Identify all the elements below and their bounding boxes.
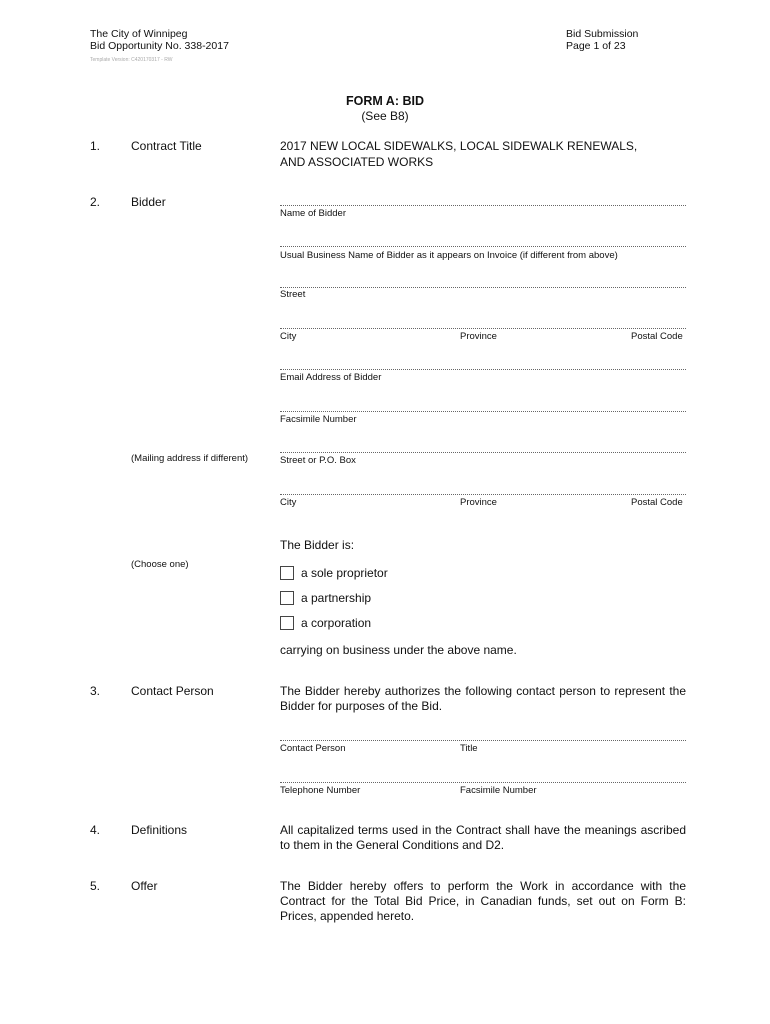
mailing-city-label: City bbox=[280, 497, 297, 508]
section-5-label: Offer bbox=[131, 879, 158, 893]
sole-proprietor-label: a sole proprietor bbox=[301, 566, 388, 580]
street-field[interactable] bbox=[280, 287, 686, 288]
section-4-number: 4. bbox=[90, 823, 101, 837]
usual-business-name-label: Usual Business Name of Bidder as it appears on Invoice (if different from above) bbox=[280, 250, 618, 261]
telephone-facsimile-field[interactable] bbox=[280, 782, 686, 783]
partnership-checkbox[interactable] bbox=[280, 591, 294, 605]
contact-person-paragraph: The Bidder hereby authorizes the following contact person to represent the Bidder for purposes of the Bid. bbox=[280, 684, 686, 713]
header-bid-submission: Bid Submission bbox=[566, 28, 639, 40]
section-5-number: 5. bbox=[90, 879, 101, 893]
contact-person-title-field[interactable] bbox=[280, 740, 686, 741]
mailing-postal-code-label: Postal Code bbox=[631, 497, 683, 508]
section-1-label: Contract Title bbox=[131, 139, 202, 153]
facsimile-label: Facsimile Number bbox=[280, 414, 357, 425]
sole-proprietor-checkbox[interactable] bbox=[280, 566, 294, 580]
city-province-postal-field[interactable] bbox=[280, 328, 686, 329]
contract-title-line2: AND ASSOCIATED WORKS bbox=[280, 155, 434, 169]
email-label: Email Address of Bidder bbox=[280, 372, 382, 383]
contact-facsimile-label: Facsimile Number bbox=[460, 785, 537, 796]
offer-paragraph: The Bidder hereby offers to perform the Work in accordance with the Contract for the Total Bid Price, in Canadian funds, set out on Form B: Prices, appended hereto. bbox=[280, 879, 686, 923]
header-page-number: Page 1 of 23 bbox=[566, 40, 626, 52]
mailing-city-province-postal-field[interactable] bbox=[280, 494, 686, 495]
corporation-checkbox[interactable] bbox=[280, 616, 294, 630]
street-po-box-label: Street or P.O. Box bbox=[280, 455, 356, 466]
usual-business-name-field[interactable] bbox=[280, 246, 686, 247]
section-1-number: 1. bbox=[90, 139, 101, 153]
mailing-address-label: (Mailing address if different) bbox=[131, 453, 249, 464]
postal-code-label: Postal Code bbox=[631, 331, 683, 342]
definitions-paragraph: All capitalized terms used in the Contract shall have the meanings ascribed to them in the General Conditions and D2. bbox=[280, 823, 686, 852]
choose-one-label: (Choose one) bbox=[131, 559, 189, 570]
section-4-label: Definitions bbox=[131, 823, 188, 837]
section-2-number: 2. bbox=[90, 195, 101, 209]
section-2-label: Bidder bbox=[131, 195, 166, 209]
email-field[interactable] bbox=[280, 369, 686, 370]
section-3-label: Contact Person bbox=[131, 684, 214, 698]
template-version-note: Template Version: C420170317 - RW bbox=[90, 57, 173, 63]
street-po-box-field[interactable] bbox=[280, 452, 686, 453]
header-bid-opportunity: Bid Opportunity No. 338-2017 bbox=[90, 40, 229, 52]
contract-title-line1: 2017 NEW LOCAL SIDEWALKS, LOCAL SIDEWALK RENEWALS, bbox=[280, 139, 638, 153]
bidder-is-label: The Bidder is: bbox=[280, 538, 355, 552]
header-city: The City of Winnipeg bbox=[90, 28, 188, 40]
partnership-label: a partnership bbox=[301, 591, 372, 605]
facsimile-field[interactable] bbox=[280, 411, 686, 412]
telephone-number-label: Telephone Number bbox=[280, 785, 361, 796]
mailing-province-label: Province bbox=[460, 497, 497, 508]
name-of-bidder-field[interactable] bbox=[280, 205, 686, 206]
street-label: Street bbox=[280, 289, 306, 300]
name-of-bidder-label: Name of Bidder bbox=[280, 208, 347, 219]
contact-person-label: Contact Person bbox=[280, 743, 346, 754]
form-title: FORM A: BID bbox=[346, 94, 424, 108]
city-label: City bbox=[280, 331, 297, 342]
contact-title-label: Title bbox=[460, 743, 478, 754]
province-label: Province bbox=[460, 331, 497, 342]
section-3-number: 3. bbox=[90, 684, 101, 698]
carrying-on-business-text: carrying on business under the above name. bbox=[280, 643, 517, 657]
corporation-label: a corporation bbox=[301, 616, 372, 630]
form-subtitle: (See B8) bbox=[361, 109, 409, 123]
